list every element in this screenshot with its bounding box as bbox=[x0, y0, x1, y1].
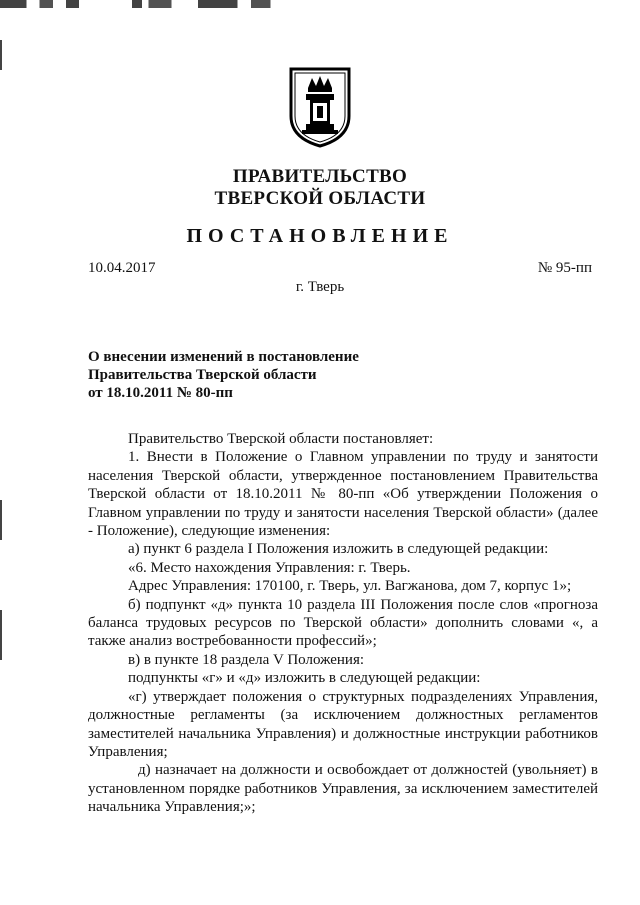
body-paragraph: подпункты «г» и «д» изложить в следующей редакции: bbox=[128, 670, 481, 687]
coat-of-arms-icon bbox=[288, 66, 352, 148]
scan-artifact bbox=[0, 0, 330, 8]
document-number: № 95-пп bbox=[537, 260, 592, 276]
body-paragraph: б) подпункт «д» пункта 10 раздела III Положения после слов «прогноза баланса трудовых ресурсов по Тверской области» дополнить словами «, а также анализ востребованности профессий»; bbox=[88, 596, 598, 650]
scan-artifact bbox=[0, 40, 2, 70]
body-paragraph: «г) утверждает положения о структурных подразделениях Управления, должностные регламенты (за исключением должностных регламентов заместителей начальника Управления) и должностные инструкции работников Управления; bbox=[88, 688, 598, 760]
scan-artifact bbox=[0, 610, 2, 660]
body-paragraph: 1. Внести в Положение о Главном управлении по труду и занятости населения Тверской области, утвержденное постановлением Правительства Тверской области от 18.10.2011 № 80-пп «Об утверждении Положения о Главном управлении по труду и занятости населения Тверской области» (далее - Положение), следующие изменения: bbox=[88, 449, 598, 540]
organization-line-2: ТВЕРСКОЙ ОБЛАСТИ bbox=[214, 188, 426, 209]
subject-line: Правительства Тверской области bbox=[88, 367, 317, 383]
body-paragraph: а) пункт 6 раздела I Положения изложить в следующей редакции: bbox=[128, 541, 549, 558]
body-paragraph: Правительство Тверской области постановляет: bbox=[128, 431, 434, 447]
scan-artifact bbox=[0, 500, 2, 540]
document-body bbox=[88, 430, 598, 817]
body-paragraph: д) назначает на должности и освобождает от должностей (увольняет) в установленном порядке работников Управления, за исключением заместителей начальника Управления;»; bbox=[88, 762, 598, 816]
body-paragraph: Адрес Управления: 170100, г. Тверь, ул. Вагжанова, дом 7, корпус 1»; bbox=[128, 578, 572, 595]
document-type: ПОСТАНОВЛЕНИЕ bbox=[186, 225, 454, 247]
organization-line-1: ПРАВИТЕЛЬСТВО bbox=[232, 166, 408, 187]
document-subject bbox=[88, 348, 359, 402]
body-paragraph: в) в пункте 18 раздела V Положения: bbox=[128, 651, 365, 668]
subject-line: от 18.10.2011 № 80-пп bbox=[88, 385, 233, 401]
subject-line: О внесении изменений в постановление bbox=[88, 349, 359, 365]
body-paragraph: «6. Место нахождения Управления: г. Тверь. bbox=[128, 559, 411, 576]
document-city: г. Тверь bbox=[295, 279, 345, 295]
document-date: 10.04.2017 bbox=[88, 260, 156, 276]
